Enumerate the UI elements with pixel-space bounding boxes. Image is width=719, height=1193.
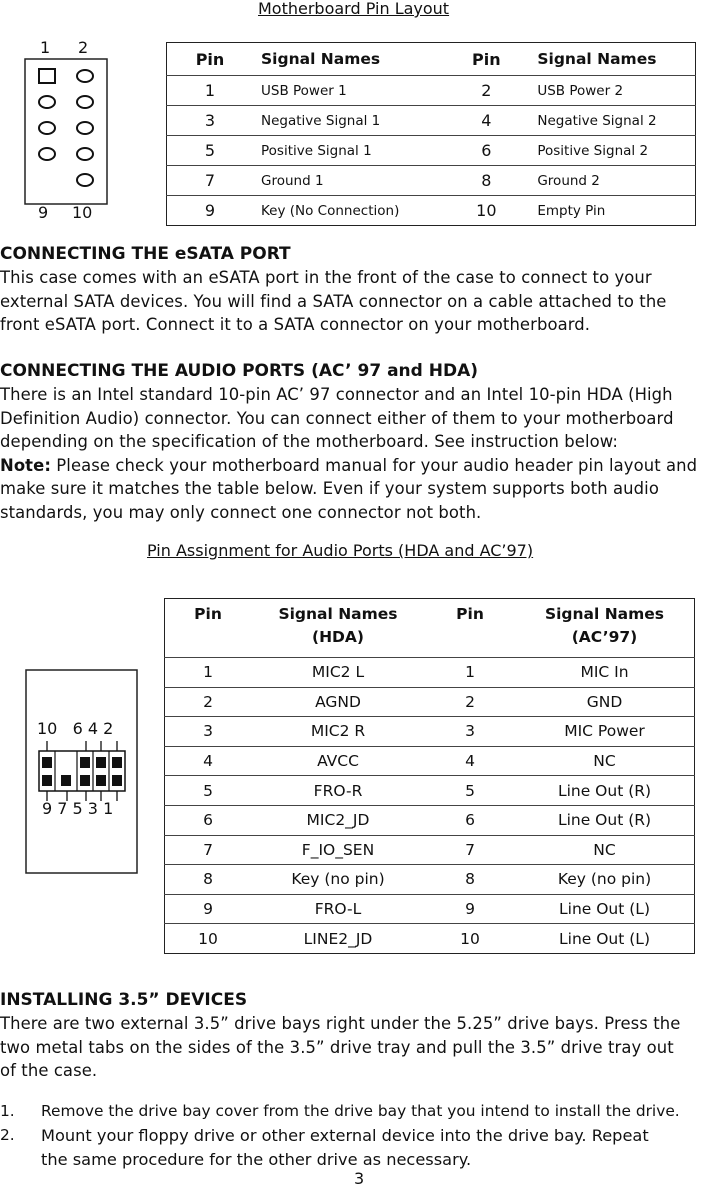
signal-cell: Key (no pin) (251, 865, 425, 895)
table-row (165, 746, 695, 776)
pin-cell: 3 (167, 106, 254, 136)
col-pin: Pin (472, 49, 501, 69)
pin-cell: 1 (165, 658, 252, 688)
header-line: Signal Names (544, 605, 665, 623)
signal-cell: Key (no pin) (515, 865, 695, 895)
connector-top-labels: 10 6 4 2 (37, 719, 114, 738)
pin-cell: 7 (167, 166, 254, 196)
signal-cell: USB Power 1 (253, 76, 443, 106)
pin-cell: 5 (165, 776, 252, 806)
table-row (167, 106, 696, 136)
signal-cell: Key (No Connection) (253, 196, 443, 226)
pin-cell: 3 (165, 717, 252, 747)
paragraph-line: depending on the specification of the motherboard. See instruction below: (0, 432, 618, 452)
step-text: the same procedure for the other drive as necessary. (41, 1150, 472, 1169)
header-line: Signal Names (278, 605, 398, 623)
col-signal-ac97 (515, 599, 695, 658)
signal-cell: USB Power 2 (529, 76, 695, 106)
table-row (165, 894, 695, 924)
step-text: Remove the drive bay cover from the drive bay that you intend to install the drive. (41, 1102, 680, 1120)
signal-cell: AVCC (251, 746, 425, 776)
signal-cell: MIC2 L (251, 658, 425, 688)
pin-cell: 5 (167, 136, 254, 166)
pin-cell: 4 (165, 746, 252, 776)
install-steps (0, 1100, 719, 1172)
step-text: Mount your floppy drive or other external device into the drive bay. Repeat (41, 1126, 649, 1145)
audio-connector-diagram (25, 669, 139, 875)
paragraph-line: external SATA devices. You will find a SATA connector on a cable attached to the (0, 291, 667, 311)
esata-paragraph (0, 266, 719, 337)
table-row (167, 136, 696, 166)
header-line: (AC’97) (571, 628, 638, 646)
signal-cell: MIC2_JD (251, 805, 425, 835)
table-header-row (167, 43, 696, 76)
signal-cell: Positive Signal 2 (529, 136, 695, 166)
signal-cell: Negative Signal 1 (253, 106, 443, 136)
signal-cell: F_IO_SEN (251, 835, 425, 865)
pin-cell: 5 (425, 776, 515, 806)
signal-cell: Negative Signal 2 (529, 106, 695, 136)
col-pin: Pin (195, 49, 225, 69)
usb-pin-table (166, 42, 696, 226)
pin-cell: 2 (425, 687, 515, 717)
header-line: (HDA) (311, 628, 364, 646)
paragraph-line: two metal tabs on the sides of the 3.5” drive tray and pull the 3.5” drive tray out (0, 1037, 674, 1057)
signal-cell: AGND (251, 687, 425, 717)
table-row (165, 687, 695, 717)
signal-cell: NC (515, 746, 695, 776)
audio-table-title: Pin Assignment for Audio Ports (HDA and AC’97) (147, 541, 534, 560)
pin-cell: 10 (425, 924, 515, 954)
signal-cell: MIC2 R (251, 717, 425, 747)
pin-cell: 3 (425, 717, 515, 747)
pin-label-1: 1 (40, 38, 51, 57)
signal-cell: MIC In (515, 658, 695, 688)
pin-label-2: 2 (78, 38, 89, 57)
table-header-row (165, 599, 695, 658)
table-row (165, 865, 695, 895)
col-pin-ac97: Pin (456, 605, 484, 623)
page-number: 3 (354, 1169, 365, 1188)
signal-cell: Line Out (L) (515, 924, 695, 954)
paragraph-line: front eSATA port. Connect it to a SATA connector on your motherboard. (0, 315, 591, 335)
pin-cell: 6 (443, 136, 529, 166)
table-row (165, 835, 695, 865)
pin-cell: 8 (165, 865, 252, 895)
signal-cell: LINE2_JD (251, 924, 425, 954)
pin-cell: 6 (425, 805, 515, 835)
step-number: 2. (0, 1126, 15, 1144)
pin-cell: 9 (165, 894, 252, 924)
pin-cell: 7 (425, 835, 515, 865)
note-label: Note: (0, 455, 51, 475)
pin-label-10: 10 (72, 203, 93, 222)
signal-cell: FRO-L (251, 894, 425, 924)
signal-cell: MIC Power (515, 717, 695, 747)
esata-heading: CONNECTING THE eSATA PORT (0, 244, 291, 264)
connector-bottom-labels: 9 7 5 3 1 (42, 799, 114, 818)
pin-cell: 7 (165, 835, 252, 865)
signal-cell: FRO-R (251, 776, 425, 806)
pin-cell: 10 (443, 196, 529, 226)
paragraph-line: Definition Audio) connector. You can connect either of them to your motherboard (0, 408, 674, 428)
pin-label-9: 9 (38, 203, 49, 222)
paragraph-line: standards, you may only connect one connector not both. (0, 502, 482, 522)
pin-cell: 1 (167, 76, 254, 106)
audio-heading: CONNECTING THE AUDIO PORTS (AC’ 97 and HDA) (0, 361, 478, 381)
col-signal-names: Signal Names (537, 50, 657, 68)
audio-pin-table (164, 598, 695, 954)
signal-cell: GND (515, 687, 695, 717)
signal-cell: Line Out (L) (515, 894, 695, 924)
signal-cell: Positive Signal 1 (253, 136, 443, 166)
pin-cell: 10 (165, 924, 252, 954)
table-row (165, 924, 695, 954)
paragraph-line: This case comes with an eSATA port in the front of the case to connect to your (0, 268, 652, 287)
audio-header-drawing (25, 669, 139, 875)
pin-cell: 6 (165, 805, 252, 835)
usb-pin-diagram (24, 38, 134, 223)
signal-cell: Empty Pin (529, 196, 695, 226)
install-paragraph (0, 1012, 719, 1083)
paragraph-line: make sure it matches the table below. Even if your system supports both audio (0, 479, 659, 499)
note-text: Please check your motherboard manual for your audio header pin layout and (51, 455, 698, 475)
table-row (165, 658, 695, 688)
list-item (0, 1124, 719, 1172)
paragraph-line: There are two external 3.5” drive bays right under the 5.25” drive bays. Press the (0, 1014, 681, 1033)
pin-cell: 9 (167, 196, 254, 226)
signal-cell: Ground 1 (253, 166, 443, 196)
col-pin-hda: Pin (194, 605, 222, 623)
table-row (165, 717, 695, 747)
table-row (167, 196, 696, 226)
install-heading: INSTALLING 3.5” DEVICES (0, 990, 248, 1010)
signal-cell: Line Out (R) (515, 805, 695, 835)
pin-cell: 2 (165, 687, 252, 717)
pin-cell: 9 (425, 894, 515, 924)
pin-cell: 4 (443, 106, 529, 136)
audio-paragraph (0, 383, 719, 525)
table-row (165, 805, 695, 835)
pin-cell: 1 (425, 658, 515, 688)
mb-title: Motherboard Pin Layout (258, 0, 450, 18)
signal-cell: Ground 2 (529, 166, 695, 196)
pin-cell: 8 (425, 865, 515, 895)
signal-cell: NC (515, 835, 695, 865)
pin-cell: 8 (443, 166, 529, 196)
note-line (0, 454, 719, 478)
table-row (167, 76, 696, 106)
col-signal-hda (251, 599, 425, 658)
col-signal-names: Signal Names (261, 50, 381, 68)
step-number: 1. (0, 1102, 15, 1120)
usb-header-drawing (24, 58, 134, 206)
paragraph-line: of the case. (0, 1061, 98, 1081)
pin-cell: 2 (443, 76, 529, 106)
table-row (165, 776, 695, 806)
signal-cell: Line Out (R) (515, 776, 695, 806)
table-row (167, 166, 696, 196)
paragraph-line: There is an Intel standard 10-pin AC’ 97 connector and an Intel 10-pin HDA (High (0, 385, 673, 404)
pin-cell: 4 (425, 746, 515, 776)
list-item (0, 1100, 719, 1124)
